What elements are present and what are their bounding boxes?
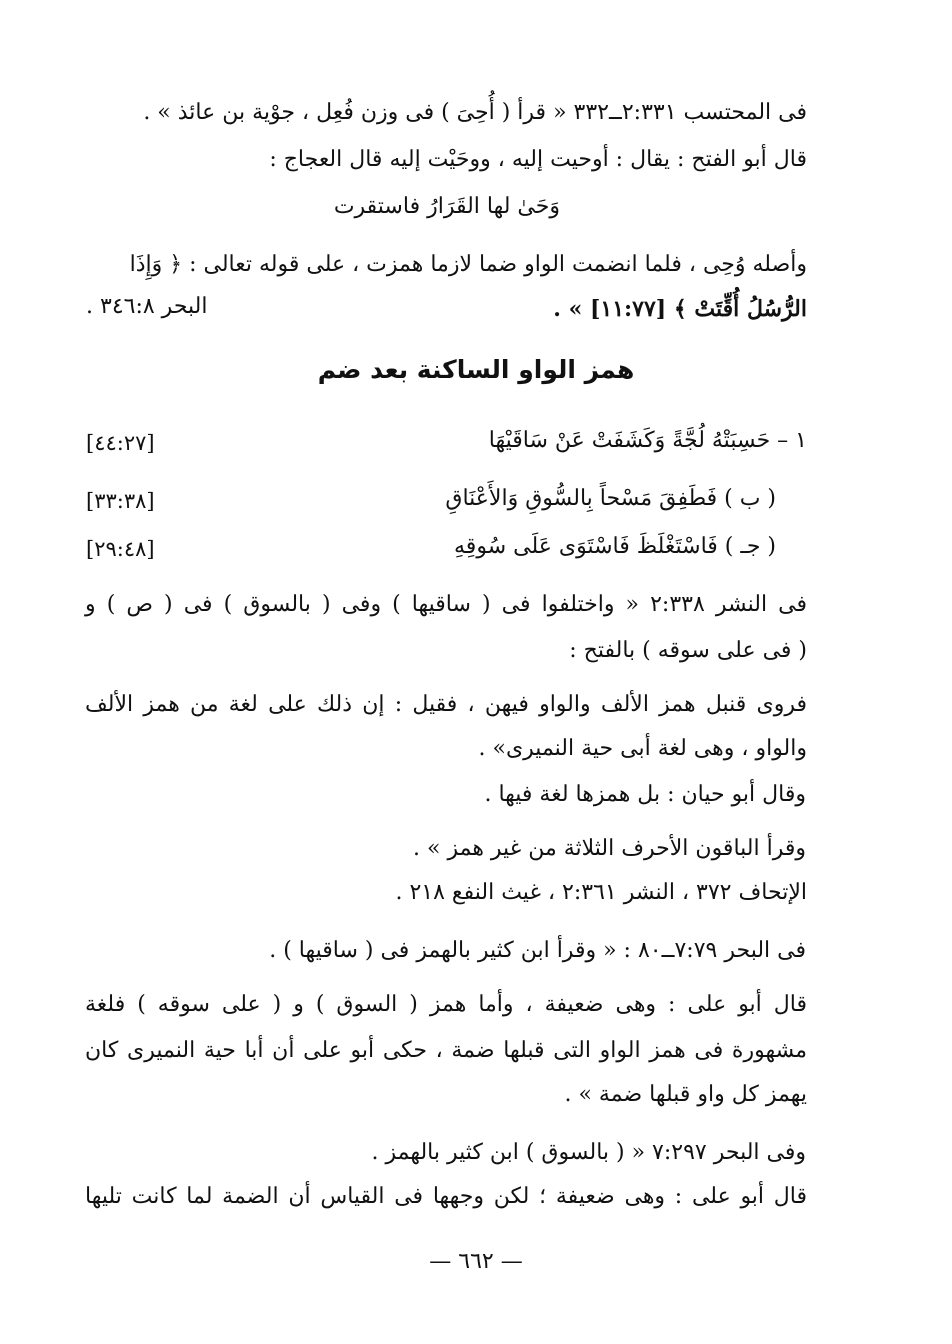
text-line: مشهورة فى همز الواو التى قبلها ضمة ، حكى أبو على أن أبا حية النميرى كان	[85, 1038, 807, 1063]
text-line: ( فى على سوقه ) بالفتح :	[569, 638, 807, 663]
source-reference: الإتحاف ٣٧٢ ، النشر ٢:٣٦١ ، غيث النفع ٢١٨ .	[395, 880, 807, 905]
section-heading: همز الواو الساكنة بعد ضم	[317, 355, 635, 384]
quran-text: الرُّسُلُ أُقِّتَتْ ﴾ [١١:٧٧] » .	[553, 296, 807, 322]
text-line: وأصله وُحِى ، فلما انضمت الواو ضما لازما همزت ، على قوله تعالى : ﴿ وَإِذَا	[129, 252, 807, 277]
text-line: فى المحتسب ٢:٣٣١ــ٣٣٢ « قرأ ( أُحِىَ ) فى وزن فُعِل ، جوْية بن عائذ » .	[143, 100, 807, 125]
text-line: وقرأ الباقون الأحرف الثلاثة من غير همز » .	[413, 836, 806, 861]
text-line: يهمز كل واو قبلها ضمة » .	[564, 1082, 807, 1107]
verse-reference: [٣٣:٣٨]	[86, 489, 155, 513]
text-line: فروى قنبل همز الألف والواو فيهن ، فقيل : إن ذلك على لغة من همز الألف	[85, 692, 807, 717]
text-line: قال أبو على : وهى ضعيفة ؛ لكن وجهها فى القياس أن الضمة لما كانت تليها	[85, 1184, 807, 1209]
verse-reference: [٢٩:٤٨]	[86, 537, 155, 561]
poetry-line: وَحَىٰ لها القَرَارُ فاستقرت	[333, 194, 560, 219]
verse-reference: [٤٤:٢٧]	[86, 431, 155, 455]
verse-line: ١ – حَسِبَتْهُ لُجَّةً وَكَشَفَتْ عَنْ سَاقَيْهَا	[488, 428, 807, 453]
verse-line: ( ب ) فَطَفِقَ مَسْحاً بِالسُّوقِ وَالأَعْنَاقِ	[445, 486, 776, 511]
text-line: قال أبو الفتح : يقال : أوحيت إليه ، ووحَيْت إليه قال العجاج :	[269, 147, 807, 172]
quran-line	[553, 292, 807, 327]
text-line: وقال أبو حيان : بل همزها لغة فيها .	[484, 782, 806, 807]
verse-line: ( جـ ) فَاسْتَغْلَظَ فَاسْتَوَى عَلَى سُوقِهِ	[454, 534, 776, 559]
text-line: فى النشر ٢:٣٣٨ « واختلفوا فى ( ساقيها ) وفى ( بالسوق ) فى ( ص ) و	[85, 592, 808, 617]
text-line: وفى البحر ٧:٢٩٧ « ( بالسوق ) ابن كثير بالهمز .	[371, 1140, 806, 1165]
text-line: قال أبو على : وهى ضعيفة ، وأما همز ( السوق ) و ( على سوقه ) فلغة	[85, 992, 807, 1017]
text-line: والواو ، وهى لغة أبى حية النميرى» .	[478, 736, 807, 761]
text-line: فى البحر ٧:٧٩ــ٨٠ : « وقرأ ابن كثير بالهمز فى ( ساقيها ) .	[269, 938, 806, 963]
page-number: — ٦٦٢ —	[429, 1249, 523, 1274]
source-reference: البحر ٣٤٦:٨ .	[86, 294, 208, 319]
